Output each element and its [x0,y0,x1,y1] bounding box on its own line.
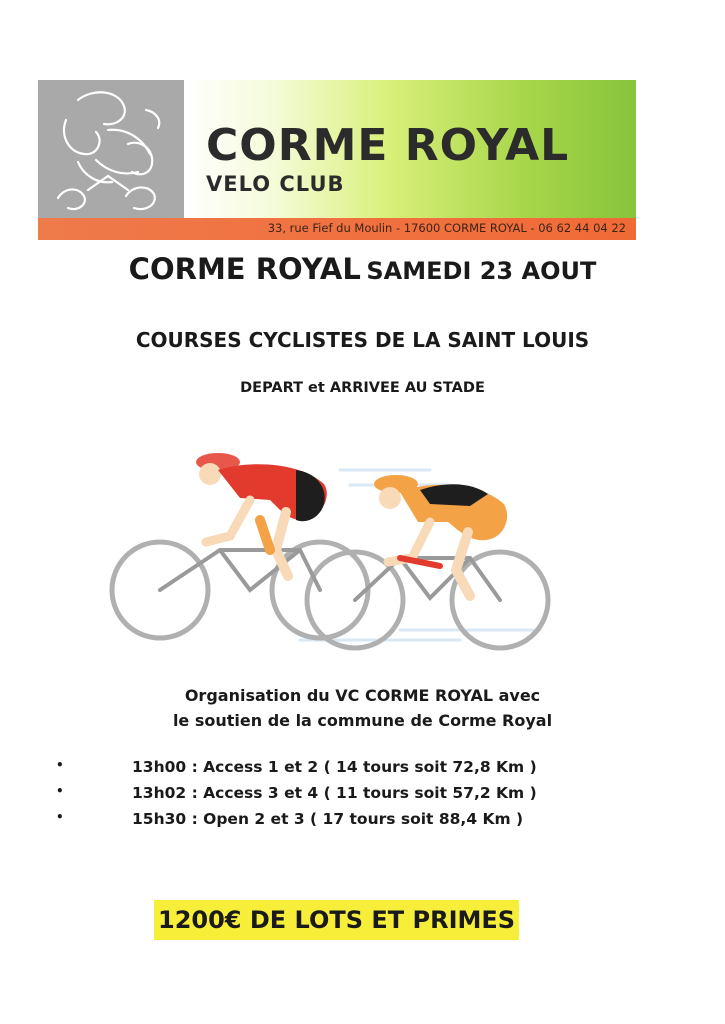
event-title: COURSES CYCLISTES DE LA SAINT LOUIS [135,328,590,352]
organisation-line-1: Organisation du VC CORME ROYAL avec [184,686,541,705]
organisation-line-2: le soutien de la commune de Corme Royal [172,711,553,730]
bullet: • [56,758,64,772]
event-date: SAMEDI 23 AOUT [366,257,597,285]
list-item [56,758,656,784]
club-subtitle: VELO CLUB [206,172,345,196]
club-name: CORME ROYAL [206,120,570,171]
club-header [38,80,636,240]
event-place: CORME ROYAL [128,252,361,286]
list-item [56,810,656,836]
race-list [56,758,656,836]
bullet: • [56,784,64,798]
bullet: • [56,810,64,824]
event-headline [0,252,725,286]
event-start-info: DEPART et ARRIVEE AU STADE [240,380,485,396]
race-schedule: 13h00 : Access 1 et 2 ( 14 tours soit 72,8 Km ) [132,758,537,776]
address-bar [38,218,636,240]
club-logo [38,80,184,218]
race-schedule: 15h30 : Open 2 et 3 ( 17 tours soit 88,4 Km ) [132,810,524,828]
two-cyclists-illustration [100,440,570,655]
list-item [56,784,656,810]
club-address: 33, rue Fief du Moulin - 17600 CORME ROYAL - 06 62 44 04 22 [267,221,626,235]
race-schedule: 13h02 : Access 3 et 4 ( 11 tours soit 57,2 Km ) [132,784,537,802]
prize-banner: 1200€ DE LOTS ET PRIMES [154,900,519,940]
cyclist-sketch-icon [38,80,184,218]
